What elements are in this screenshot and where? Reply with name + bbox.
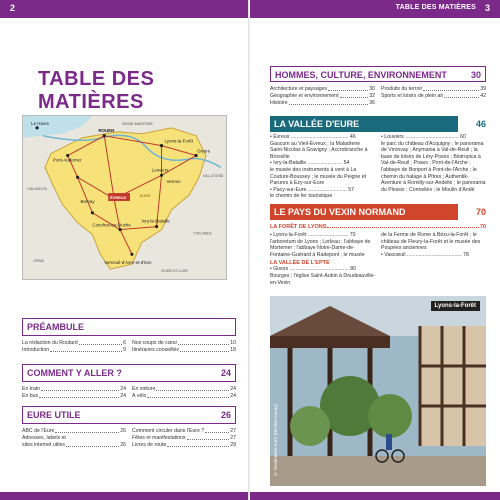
running-head: TABLE DES MATIÈRES bbox=[395, 4, 476, 11]
map-label-gisors: Gisors bbox=[197, 148, 210, 154]
vexin-entries bbox=[270, 222, 486, 286]
top-bar bbox=[250, 0, 500, 18]
toc-line[interactable]: • Louviers ..................................... 60 bbox=[381, 134, 466, 140]
section-entries bbox=[22, 386, 236, 400]
photo-lyons-la-foret bbox=[270, 296, 486, 486]
section-number: 46 bbox=[475, 119, 486, 129]
map-label-eure-et-loir: EURE-ET-LOIR bbox=[161, 269, 188, 274]
toc-line[interactable]: À vélo 24 bbox=[132, 393, 236, 399]
toc-line[interactable]: ABC de l'Eure 26 bbox=[22, 428, 126, 434]
map-svg bbox=[23, 116, 226, 279]
bottom-bar bbox=[250, 492, 500, 500]
toc-col-2 bbox=[132, 340, 236, 354]
map-label-val-oise: VAL-D'OISE bbox=[203, 174, 224, 179]
toc-line[interactable]: Sports et loisirs de plein air 42 bbox=[381, 93, 486, 99]
top-bar bbox=[0, 0, 250, 18]
page-number-left: 2 bbox=[10, 3, 16, 13]
map-label-verneuil: Verneuil-d'Avre-et-d'Iton bbox=[104, 260, 152, 266]
toc-line[interactable]: Produits du terroir 39 bbox=[381, 86, 486, 92]
toc-col-1 bbox=[22, 386, 126, 400]
section-head[interactable] bbox=[22, 318, 236, 336]
section-label: LE PAYS DU VEXIN NORMAND bbox=[274, 207, 406, 217]
photo-illustration bbox=[270, 296, 486, 486]
eure-map bbox=[22, 115, 227, 280]
map-label-calvados: CALVADOS bbox=[27, 187, 48, 192]
toc-line[interactable]: Comment circuler dans l'Eure ? 27 bbox=[132, 428, 236, 434]
toc-line[interactable]: Adresses, labels et bbox=[22, 435, 66, 441]
map-label-seine-maritime: SEINE-MARITIME bbox=[122, 121, 153, 126]
section-head[interactable] bbox=[270, 66, 486, 82]
toc-line[interactable]: • Lyons-la-Forêt ............................ 70 bbox=[270, 232, 356, 238]
section-preambule bbox=[22, 318, 236, 354]
section-entries bbox=[270, 86, 486, 107]
toc-line[interactable]: Histoire 36 bbox=[270, 100, 375, 106]
map-label-pont-audemer: Pont-Audemer bbox=[52, 157, 82, 163]
map-label-orne: ORNE bbox=[33, 259, 44, 264]
toc-line[interactable]: Fêtes et manifestations 27 bbox=[132, 435, 236, 441]
toc-line[interactable]: En train 24 bbox=[22, 386, 126, 392]
toc-line[interactable]: • Vascœuil ...................................... 78 bbox=[381, 251, 469, 258]
toc-desc: de la Ferme de Rome à Bézu-la-Forêt ; le château de Fleury-la-Forêt et le musée des Poupées anciennes bbox=[381, 232, 481, 252]
photo-credit: © Destination Eure (Nicolas Aunay) bbox=[273, 403, 278, 476]
section-number: 26 bbox=[220, 410, 231, 420]
map-label-yvelines: YVELINES bbox=[193, 231, 212, 236]
map-label-ivry: Ivry-la-Bataille bbox=[141, 218, 170, 224]
section-entries bbox=[22, 428, 236, 449]
section-head[interactable] bbox=[22, 364, 236, 382]
toc-line[interactable]: En voiture 24 bbox=[132, 386, 236, 392]
toc-line[interactable]: • Gisors ......................................... 80 bbox=[270, 266, 356, 273]
sub-head-foret-lyons[interactable]: LA FORÊT DE LYONS 70 bbox=[270, 224, 486, 230]
section-number: 24 bbox=[220, 368, 231, 378]
toc-col-1 bbox=[22, 340, 126, 354]
section-label: PRÉAMBULE bbox=[27, 322, 85, 332]
toc-desc: le chemin de fer touristique bbox=[270, 193, 333, 200]
toc-line[interactable]: • Ivry-la-Bataille ........................ 54 bbox=[270, 160, 350, 167]
toc-line[interactable]: La rédaction du Routard 6 bbox=[22, 340, 126, 346]
section-head[interactable] bbox=[22, 406, 236, 424]
section-eure-utile bbox=[22, 406, 236, 449]
map-label-evreux: ÉVREUX bbox=[110, 194, 127, 200]
toc-line[interactable]: Nos coups de cœur 10 bbox=[132, 340, 236, 346]
toc-line[interactable]: sites internet utiles 26 bbox=[22, 442, 126, 448]
section-label: LA VALLÉE D'EURE bbox=[274, 119, 360, 129]
toc-line[interactable]: Livres de route 29 bbox=[132, 442, 236, 448]
map-label-eure: EURE bbox=[139, 193, 151, 199]
map-label-bernay: Bernay bbox=[80, 198, 95, 204]
toc-line[interactable]: Architecture et paysages 30 bbox=[270, 86, 375, 92]
section-label: COMMENT Y ALLER ? bbox=[27, 368, 122, 378]
section-head[interactable] bbox=[270, 116, 486, 132]
toc-line[interactable]: En bus 24 bbox=[22, 393, 126, 399]
toc-desc: Gaucum au Vieil-Évreux ; la Maladrerie Saint-Nicolas à Gravigny ; Accrobranche à Brosville bbox=[270, 140, 368, 160]
toc-col-2 bbox=[381, 232, 486, 258]
toc-line[interactable]: Géographie et environnement 32 bbox=[270, 93, 375, 99]
toc-col-1 bbox=[270, 232, 375, 258]
toc-col-1 bbox=[22, 428, 126, 449]
map-label-vernon: Vernon bbox=[166, 179, 181, 185]
section-label: EURE UTILE bbox=[27, 410, 81, 420]
section-hommes-culture bbox=[270, 66, 486, 107]
toc-col-2 bbox=[132, 386, 236, 400]
toc-col-2 bbox=[132, 428, 236, 449]
toc-line[interactable]: • Pacy-sur-Eure ........................... 57 bbox=[270, 186, 354, 193]
section-comment-y-aller bbox=[22, 364, 236, 400]
toc-col-3 bbox=[270, 266, 376, 286]
section-number: 70 bbox=[475, 207, 486, 217]
toc-desc: l'arboretum de Lyons ; Lorleau ; l'abbaye de Mortemer ; l'abbaye Notre-Dame-de-Fontaine-Guérard à Radepont ; le musée bbox=[270, 238, 371, 258]
section-head[interactable] bbox=[270, 204, 486, 220]
toc-desc: Bourges ; l'église Saint-Aubin à Doudeauville-en-Vexin bbox=[270, 272, 376, 286]
page-title: TABLE DES MATIÈRES bbox=[38, 68, 155, 113]
map-label-conches: Conches-en-Ouche bbox=[92, 222, 131, 228]
toc-line[interactable]: • Évreux ........................................ 46 bbox=[270, 134, 356, 140]
page-number-right: 3 bbox=[484, 3, 490, 13]
toc-desc: le musée des instruments à vent à La Couture-Boussey ; le musée du Peigne et Parures à Ezy-sur-Eure bbox=[270, 166, 367, 187]
map-label-le-havre: Le Havre bbox=[31, 120, 50, 126]
section-entries bbox=[22, 340, 236, 354]
map-label-lyons: Lyons-la-Forêt bbox=[164, 138, 193, 144]
sub-head-vallee-epte[interactable]: LA VALLÉE DE L'EPTE bbox=[270, 260, 330, 267]
photo-caption: Lyons-la-Forêt bbox=[431, 301, 480, 311]
bottom-bar bbox=[0, 492, 250, 500]
toc-desc: le parc du château d'Acquigny ; le panorama de Vironvay ; Anymania à Val-de-Reuil ; la base de loisirs de Léry-Poses ; Biotropica à Val-de-Reuil ; Poses ; Pont-de-l'Arche ; l'abbaye de Bonport à Pont-de-l'Arche ; le chemin du halage à Pîtres ; Authentik-Aventure à Romilly-sur-Andelle ; le panorama du Plessis ; Connelles ; le Moulin d'Andé bbox=[381, 140, 486, 193]
vallee-entries bbox=[270, 134, 486, 200]
toc-col-2 bbox=[381, 134, 486, 200]
toc-col-1 bbox=[270, 134, 375, 200]
section-number: 30 bbox=[470, 70, 481, 80]
toc-line[interactable]: Introduction 9 bbox=[22, 347, 126, 353]
toc-line[interactable]: Itinéraires conseillés 18 bbox=[132, 347, 236, 353]
section-label: HOMMES, CULTURE, ENVIRONNEMENT bbox=[275, 70, 447, 80]
map-label-rouen: ROUEN bbox=[98, 127, 115, 133]
map-label-louviers: Louviers bbox=[151, 167, 169, 173]
section-vallee-eure bbox=[270, 116, 486, 132]
section-vexin-normand bbox=[270, 204, 486, 220]
